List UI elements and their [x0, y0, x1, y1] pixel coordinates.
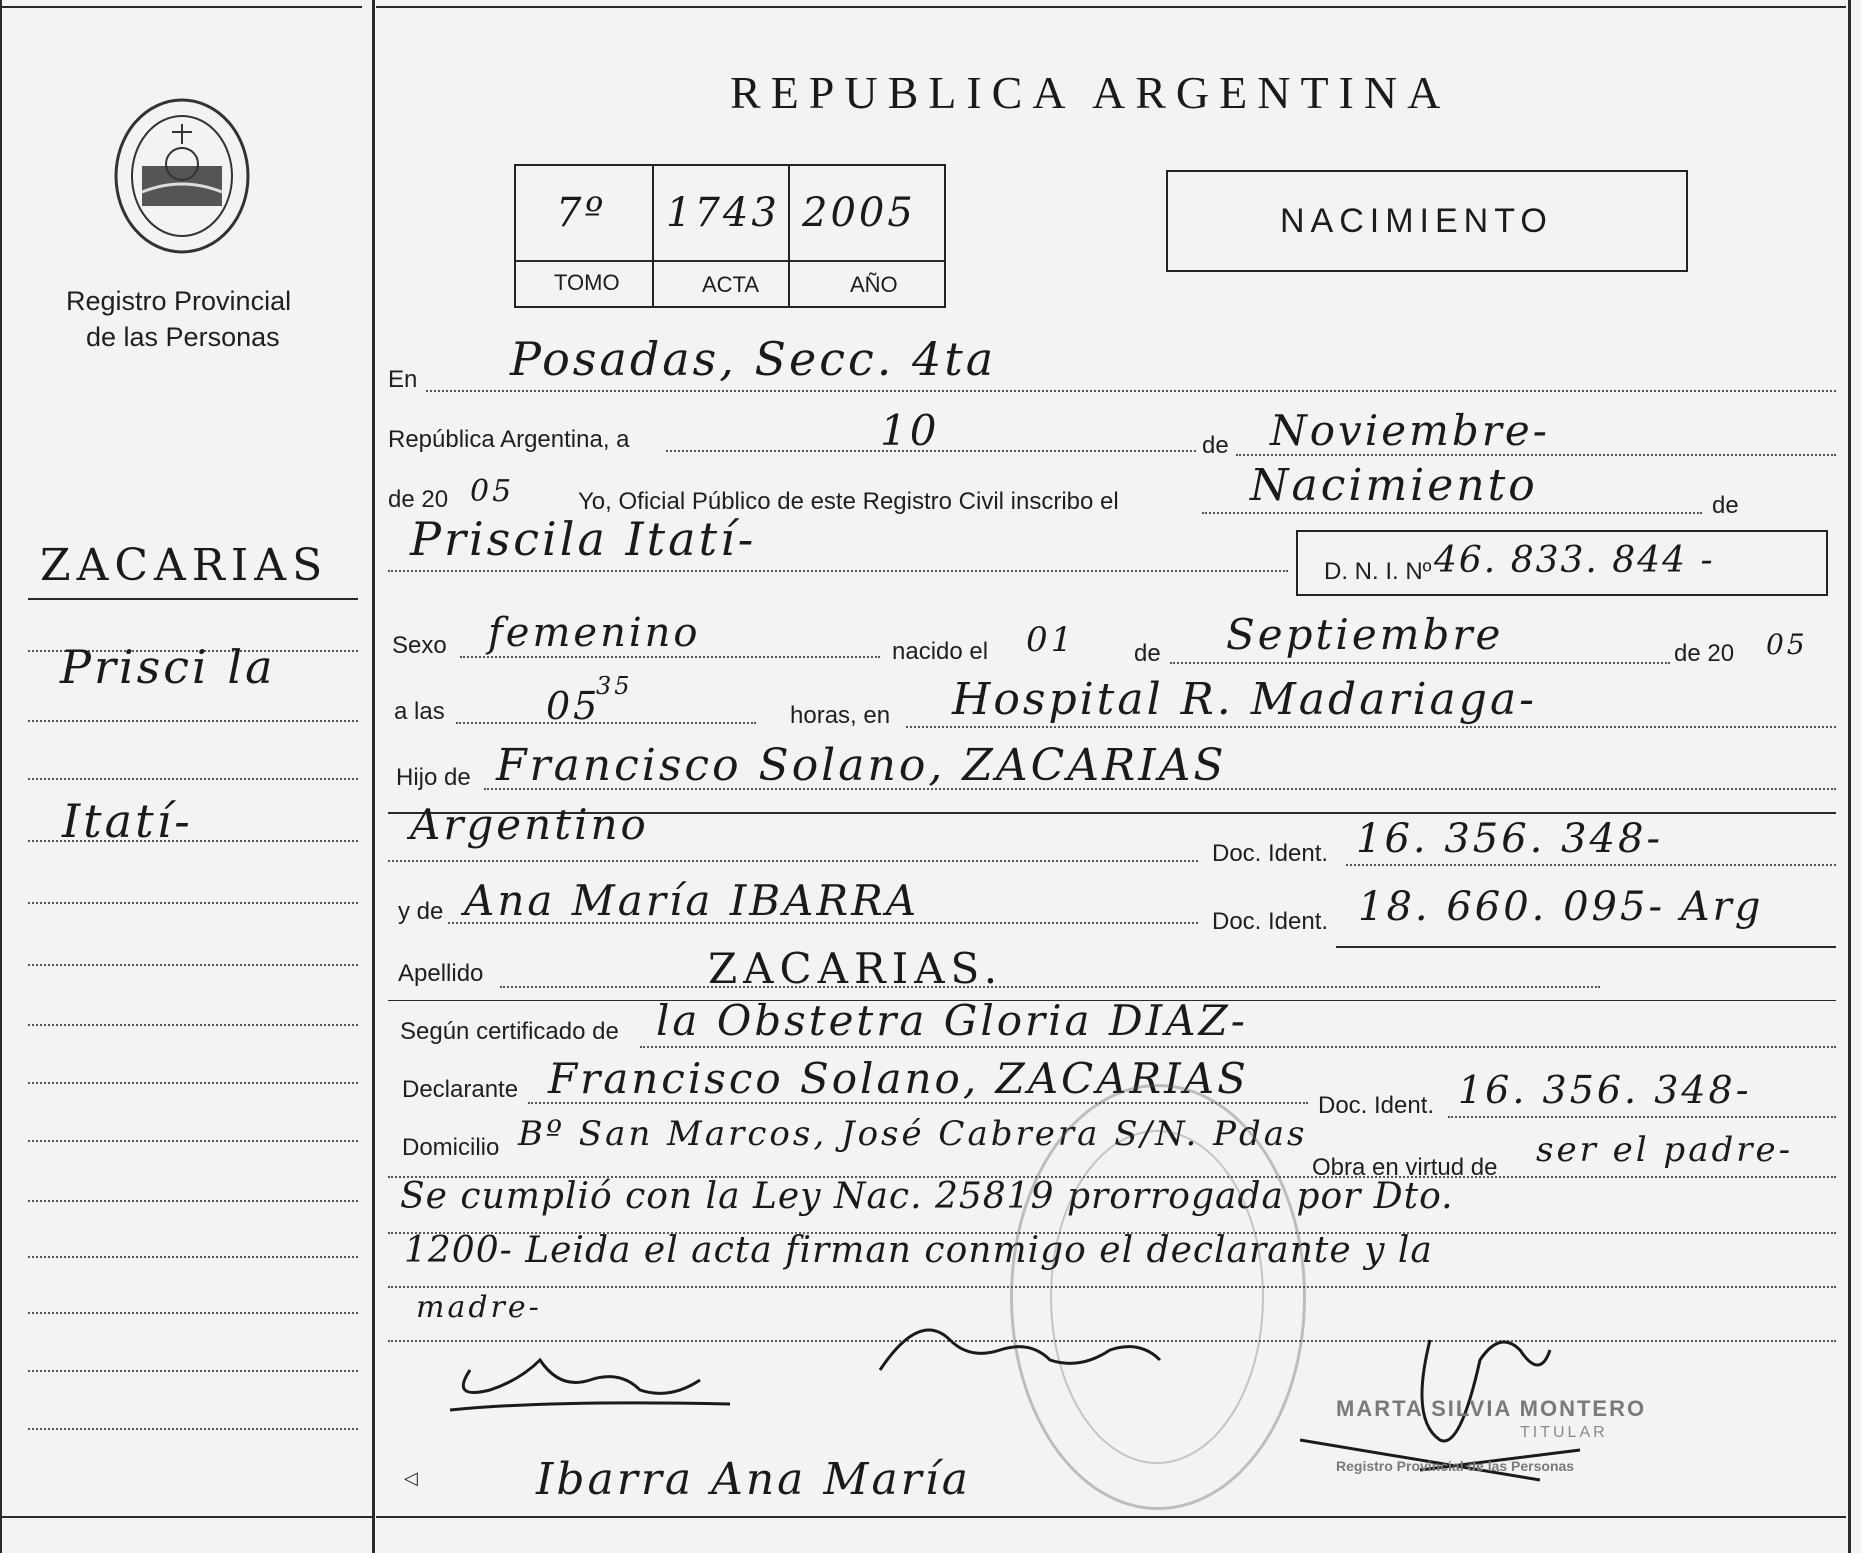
domicilio-label: Domicilio — [402, 1134, 500, 1161]
de-label: de — [1712, 492, 1739, 519]
left-border — [0, 0, 2, 1553]
notes-line-3: madre- — [416, 1290, 542, 1325]
registration-day: 10 — [880, 406, 940, 455]
anio-value: 2005 — [802, 190, 916, 236]
de-label: de — [1202, 432, 1229, 459]
birth-place: Hospital R. Madariaga- — [952, 674, 1538, 725]
obra-label: Obra en virtud de — [1312, 1154, 1498, 1181]
declarant-reason: ser el padre- — [1536, 1130, 1794, 1170]
republica-label: República Argentina, a — [388, 426, 630, 453]
top-line-right — [376, 6, 1846, 8]
declarant-address: Bº San Marcos, José Cabrera S/N. Pdas — [518, 1114, 1308, 1154]
birth-minutes: 35 — [596, 672, 633, 700]
mother-doc: 18. 660. 095- Arg — [1358, 884, 1764, 930]
notes-line-2: 1200- Leida el acta firman conmigo el declarante y la — [404, 1230, 1433, 1271]
mother-signature-icon — [860, 1300, 1180, 1400]
sidebar-divider — [372, 0, 375, 1553]
registered-surname: ZACARIAS. — [708, 944, 1004, 993]
bottom-line-left — [0, 1516, 372, 1518]
officer-stamp-org: Registro Provincial de las Personas — [1336, 1458, 1575, 1474]
anio-label: AÑO — [850, 272, 898, 297]
de20-label: de 20 — [1674, 640, 1735, 667]
sidebar-dotted-line — [28, 902, 358, 904]
father-name: Francisco Solano, ZACARIAS — [496, 740, 1227, 791]
sidebar-dotted-line — [28, 1256, 358, 1258]
sidebar-name-2: Itatí- — [62, 794, 193, 848]
bottom-line-right — [376, 1516, 1846, 1518]
birth-hour: 05 — [546, 684, 601, 728]
sidebar-dotted-line — [28, 964, 358, 966]
registration-year: 05 — [470, 474, 515, 509]
doc-label: Doc. Ident. — [1212, 840, 1329, 867]
act-type-label: NACIMIENTO — [1280, 202, 1553, 240]
place-of-registry: Posadas, Secc. 4ta — [510, 332, 997, 386]
mother-name: Ana María IBARRA — [464, 876, 920, 925]
sidebar-dotted-line — [28, 1024, 358, 1026]
dni-box — [1296, 530, 1828, 596]
sexo-label: Sexo — [392, 632, 447, 659]
sidebar-dotted-line — [28, 1370, 358, 1372]
tomo-label: TOMO — [554, 270, 620, 295]
birth-month: Septiembre — [1226, 610, 1504, 659]
de20-label: de 20 — [388, 486, 449, 513]
sidebar-dotted-line — [28, 1428, 358, 1430]
alas-label: a las — [394, 698, 445, 725]
sidebar-dotted-line — [28, 1082, 358, 1084]
en-label: En — [388, 366, 418, 393]
sidebar-surname-underline — [28, 598, 358, 600]
birth-year: 05 — [1766, 628, 1808, 661]
sidebar-dotted-line — [28, 840, 358, 842]
birth-day: 01 — [1026, 620, 1076, 660]
child-full-name: Priscila Itatí- — [410, 512, 757, 566]
doc-label: Doc. Ident. — [1212, 908, 1329, 935]
registration-month: Noviembre- — [1270, 406, 1550, 455]
bottom-marker-icon: ◁ — [404, 1468, 418, 1488]
declarant-signature-icon — [430, 1330, 750, 1420]
apellido-label: Apellido — [398, 960, 484, 987]
officer-stamp-name: MARTA SILVIA MONTERO — [1336, 1396, 1647, 1421]
certificate-issuer: la Obstetra Gloria DIAZ- — [656, 996, 1248, 1045]
sidebar-dotted-line — [28, 1200, 358, 1202]
father-nationality: Argentino — [410, 800, 649, 849]
dni-value: 46. 833. 844 - — [1434, 540, 1715, 581]
declarante-label: Declarante — [402, 1076, 519, 1103]
yde-label: y de — [398, 898, 444, 925]
declarant-doc: 16. 356. 348- — [1458, 1068, 1752, 1112]
sex-value: femenino — [488, 610, 701, 656]
sidebar-dotted-line — [28, 1140, 358, 1142]
sidebar-name-1: Prisci la — [60, 640, 276, 694]
tomo-value: 7º — [556, 190, 607, 236]
sidebar-dotted-line — [28, 778, 358, 780]
officer-statement: Yo, Oficial Público de este Registro Civil inscribo el — [578, 488, 1119, 515]
country-title: REPUBLICA ARGENTINA — [730, 67, 1451, 118]
sidebar-dotted-line — [28, 1312, 358, 1314]
province-seal-icon — [112, 96, 252, 256]
sidebar-surname: ZACARIAS — [40, 540, 329, 591]
horas-label: horas, en — [790, 702, 891, 729]
sidebar-dotted-line — [28, 720, 358, 722]
registry-name-line2: de las Personas — [86, 322, 280, 352]
top-line-left — [0, 6, 362, 8]
hijo-label: Hijo de — [396, 764, 471, 791]
nacido-label: nacido el — [892, 638, 989, 665]
acta-label: ACTA — [702, 272, 760, 297]
event-type: Nacimiento — [1250, 460, 1538, 511]
mother-printed-name: Ibarra Ana María — [536, 1454, 972, 1505]
registry-name-line1: Registro Provincial — [66, 286, 292, 316]
father-doc: 16. 356. 348- — [1356, 816, 1663, 862]
reference-box — [514, 164, 946, 308]
dni-label: D. N. I. Nº — [1324, 558, 1432, 585]
officer-stamp-title: TITULAR — [1520, 1424, 1608, 1441]
doc-label: Doc. Ident. — [1318, 1092, 1435, 1119]
acta-value: 1743 — [666, 190, 780, 236]
act-type-box — [1166, 170, 1688, 272]
right-border — [1848, 0, 1851, 1553]
de-label: de — [1134, 640, 1161, 667]
notes-line-1: Se cumplió con la Ley Nac. 25819 prorrogada por Dto. — [400, 1176, 1454, 1217]
segun-label: Según certificado de — [400, 1018, 619, 1045]
declarant-name: Francisco Solano, ZACARIAS — [548, 1054, 1249, 1103]
